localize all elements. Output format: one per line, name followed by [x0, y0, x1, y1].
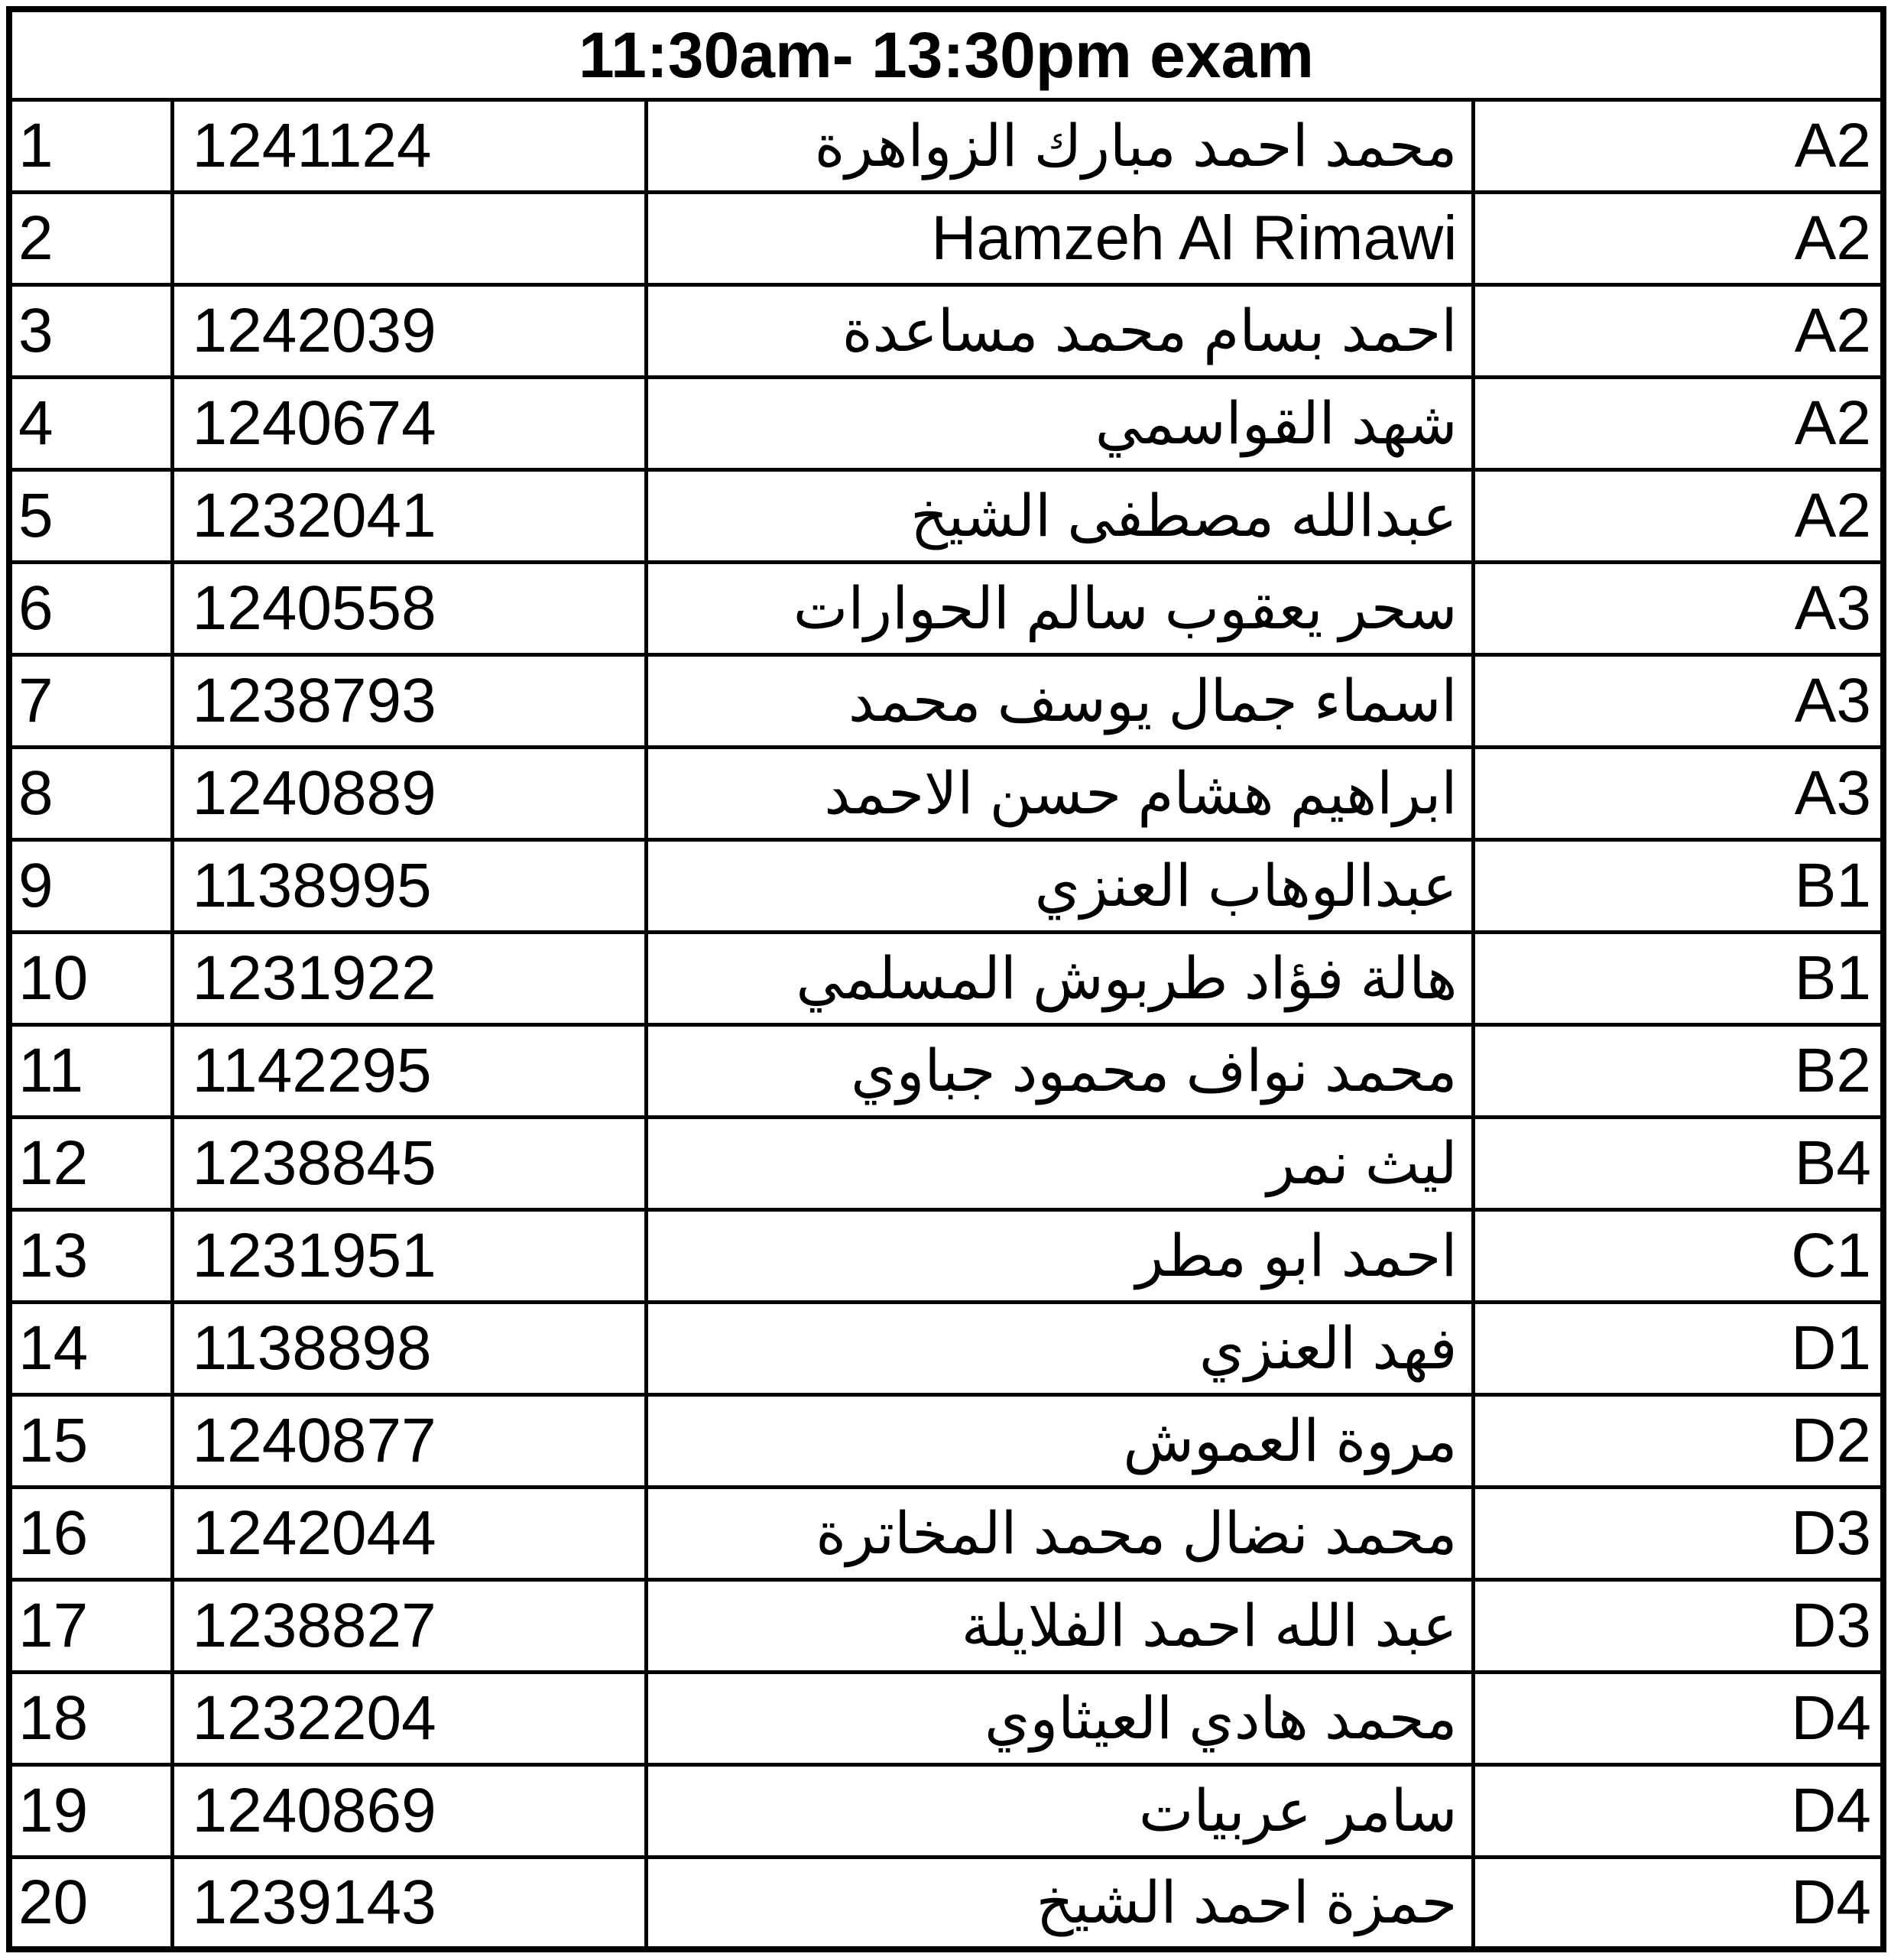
row-number-cell: 10: [9, 932, 172, 1024]
student-name-cell: احمد بسام محمد مساعدة: [646, 284, 1473, 377]
student-id-cell: [172, 192, 646, 284]
table-row: [9, 1394, 1883, 1487]
student-name-cell: هالة فؤاد طربوش المسلمي: [646, 932, 1473, 1024]
table-row: [9, 192, 1883, 284]
row-number-cell: 13: [9, 1209, 172, 1302]
row-number-cell: 1: [9, 99, 172, 192]
student-name-cell: محمد هادي العيثاوي: [646, 1672, 1473, 1764]
row-number-cell: 7: [9, 654, 172, 747]
section-cell: A2: [1473, 99, 1883, 192]
table-row: [9, 1117, 1883, 1209]
section-cell: D3: [1473, 1487, 1883, 1579]
table-row: [9, 562, 1883, 654]
student-name-cell: شهد القواسمي: [646, 377, 1473, 469]
section-cell: A2: [1473, 192, 1883, 284]
row-number-cell: 20: [9, 1857, 172, 1949]
row-number-cell: 9: [9, 839, 172, 932]
student-id-cell: 1241124: [172, 99, 646, 192]
student-name-cell: فهد العنزي: [646, 1302, 1473, 1394]
student-name-cell: حمزة احمد الشيخ: [646, 1857, 1473, 1949]
student-name-cell: عبدالوهاب العنزي: [646, 839, 1473, 932]
row-number-cell: 6: [9, 562, 172, 654]
student-id-cell: 1238845: [172, 1117, 646, 1209]
student-name-cell: مروة العموش: [646, 1394, 1473, 1487]
student-name-cell: ليث نمر: [646, 1117, 1473, 1209]
student-name-cell: محمد نضال محمد المخاترة: [646, 1487, 1473, 1579]
student-name-cell: احمد ابو مطر: [646, 1209, 1473, 1302]
row-number-cell: 4: [9, 377, 172, 469]
table-row: [9, 99, 1883, 192]
section-cell: D3: [1473, 1579, 1883, 1672]
table-row: [9, 839, 1883, 932]
student-name-cell: ابراهيم هشام حسن الاحمد: [646, 747, 1473, 839]
section-cell: A3: [1473, 562, 1883, 654]
student-name-cell: سحر يعقوب سالم الحوارات: [646, 562, 1473, 654]
section-cell: D2: [1473, 1394, 1883, 1487]
row-number-cell: 11: [9, 1024, 172, 1117]
row-number-cell: 17: [9, 1579, 172, 1672]
row-number-cell: 16: [9, 1487, 172, 1579]
section-cell: D4: [1473, 1857, 1883, 1949]
student-id-cell: 1242044: [172, 1487, 646, 1579]
student-name-cell: Hamzeh Al Rimawi: [646, 192, 1473, 284]
exam-roster-table: [6, 6, 1886, 1952]
student-id-cell: 1138898: [172, 1302, 646, 1394]
section-cell: A2: [1473, 284, 1883, 377]
student-name-cell: عبدالله مصطفى الشيخ: [646, 469, 1473, 562]
row-number-cell: 8: [9, 747, 172, 839]
student-id-cell: 1240558: [172, 562, 646, 654]
row-number-cell: 18: [9, 1672, 172, 1764]
section-cell: A2: [1473, 377, 1883, 469]
row-number-cell: 5: [9, 469, 172, 562]
student-name-cell: اسماء جمال يوسف محمد: [646, 654, 1473, 747]
exam-title: 11:30am- 13:30pm exam: [9, 9, 1883, 99]
student-id-cell: 1232041: [172, 469, 646, 562]
section-cell: A2: [1473, 469, 1883, 562]
student-id-cell: 1142295: [172, 1024, 646, 1117]
table-row: [9, 1302, 1883, 1394]
row-number-cell: 14: [9, 1302, 172, 1394]
row-number-cell: 2: [9, 192, 172, 284]
table-row: [9, 1672, 1883, 1764]
student-name-cell: محمد احمد مبارك الزواهرة: [646, 99, 1473, 192]
section-cell: B4: [1473, 1117, 1883, 1209]
section-cell: A3: [1473, 747, 1883, 839]
table-row: [9, 932, 1883, 1024]
row-number-cell: 15: [9, 1394, 172, 1487]
section-cell: C1: [1473, 1209, 1883, 1302]
row-number-cell: 3: [9, 284, 172, 377]
roster-rows: [9, 99, 1883, 1949]
section-cell: A3: [1473, 654, 1883, 747]
student-id-cell: 1231951: [172, 1209, 646, 1302]
table-row: [9, 654, 1883, 747]
table-row: [9, 1024, 1883, 1117]
student-id-cell: 1238793: [172, 654, 646, 747]
table-row: [9, 1764, 1883, 1857]
student-id-cell: 1240869: [172, 1764, 646, 1857]
table-row: [9, 469, 1883, 562]
student-name-cell: عبد الله احمد الفلايلة: [646, 1579, 1473, 1672]
section-cell: D1: [1473, 1302, 1883, 1394]
table-row: [9, 1579, 1883, 1672]
student-id-cell: 1231922: [172, 932, 646, 1024]
section-cell: D4: [1473, 1764, 1883, 1857]
section-cell: B1: [1473, 932, 1883, 1024]
student-id-cell: 1242039: [172, 284, 646, 377]
section-cell: B1: [1473, 839, 1883, 932]
student-name-cell: محمد نواف محمود جباوي: [646, 1024, 1473, 1117]
student-id-cell: 1239143: [172, 1857, 646, 1949]
student-id-cell: 1240674: [172, 377, 646, 469]
student-id-cell: 1240877: [172, 1394, 646, 1487]
student-name-cell: سامر عربيات: [646, 1764, 1473, 1857]
table-row: [9, 1857, 1883, 1949]
table-row: [9, 1487, 1883, 1579]
student-id-cell: 1238827: [172, 1579, 646, 1672]
table-row: [9, 747, 1883, 839]
table-row: [9, 1209, 1883, 1302]
student-id-cell: 1138995: [172, 839, 646, 932]
section-cell: D4: [1473, 1672, 1883, 1764]
student-id-cell: 1240889: [172, 747, 646, 839]
student-id-cell: 1232204: [172, 1672, 646, 1764]
row-number-cell: 19: [9, 1764, 172, 1857]
section-cell: B2: [1473, 1024, 1883, 1117]
row-number-cell: 12: [9, 1117, 172, 1209]
table-row: [9, 377, 1883, 469]
table-row: [9, 284, 1883, 377]
